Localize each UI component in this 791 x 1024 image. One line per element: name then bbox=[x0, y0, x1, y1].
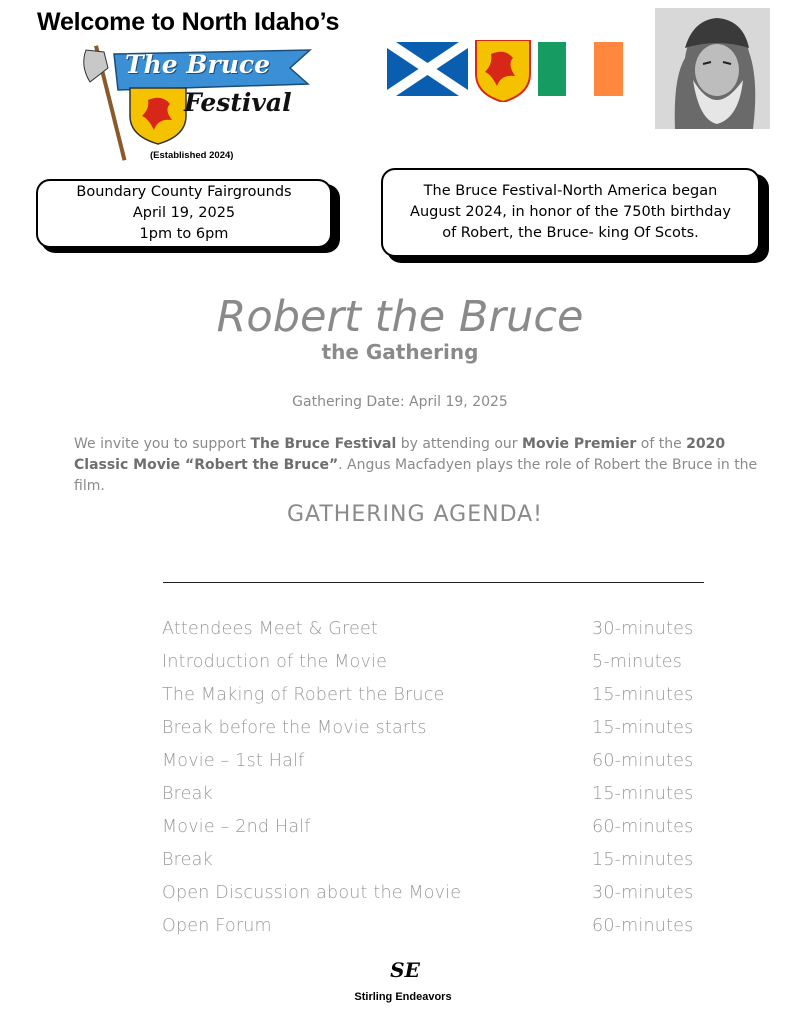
lion-rampant-shield bbox=[476, 40, 530, 102]
agenda-heading: GATHERING AGENDA! bbox=[286, 502, 544, 527]
agenda-row bbox=[162, 751, 702, 784]
agenda-item: Movie – 1st Half bbox=[162, 751, 305, 771]
history-line-2: August 2024, in honor of the 750th birthday bbox=[410, 204, 731, 220]
agenda-duration: 60-minutes bbox=[592, 817, 694, 837]
page-subtitle: the Gathering bbox=[321, 340, 479, 364]
agenda-item: Break bbox=[162, 850, 213, 870]
robert-the-bruce-portrait bbox=[655, 8, 770, 129]
gathering-date: Gathering Date: April 19, 2025 bbox=[292, 394, 508, 410]
movie-premier-bold: Movie Premier bbox=[522, 436, 637, 452]
agenda-duration: 15-minutes bbox=[592, 850, 694, 870]
logo-text-festival: Festival bbox=[184, 88, 292, 117]
invite-text-1: We invite you to support bbox=[74, 436, 251, 452]
welcome-heading: Welcome to North Idaho’s bbox=[37, 8, 340, 36]
event-date-text: April 19, 2025 bbox=[132, 205, 236, 221]
stirling-endeavors-mark: SE bbox=[390, 958, 420, 982]
page-title: Robert the Bruce bbox=[216, 292, 584, 342]
flags-group bbox=[387, 40, 623, 102]
agenda-duration: 15-minutes bbox=[592, 784, 694, 804]
agenda-item: Break before the Movie starts bbox=[162, 718, 427, 738]
agenda-row bbox=[162, 883, 702, 916]
established-label: (Established 2024) bbox=[150, 150, 234, 161]
agenda-row bbox=[162, 619, 702, 652]
festival-history-box bbox=[381, 168, 760, 257]
agenda-divider bbox=[163, 582, 704, 583]
event-details-box bbox=[36, 179, 332, 248]
history-line-3: of Robert, the Bruce- king Of Scots. bbox=[442, 225, 699, 241]
agenda-row bbox=[162, 850, 702, 883]
festival-name-bold: The Bruce Festival bbox=[250, 436, 397, 452]
agenda-duration: 5-minutes bbox=[592, 652, 683, 672]
agenda-row bbox=[162, 685, 702, 718]
agenda-row bbox=[162, 652, 702, 685]
invitation-paragraph bbox=[74, 434, 764, 497]
agenda-item: Break bbox=[162, 784, 213, 804]
invite-text-4: . Angus Macfadyen plays the role of Robert the Bruce in the film. bbox=[74, 457, 758, 494]
agenda-row bbox=[162, 817, 702, 850]
agenda-row bbox=[162, 916, 702, 949]
agenda-duration: 60-minutes bbox=[592, 751, 694, 771]
scotland-flag bbox=[387, 42, 468, 96]
agenda-duration: 15-minutes bbox=[592, 718, 694, 738]
history-line-1: The Bruce Festival-North America began bbox=[423, 183, 718, 199]
agenda-item: Movie – 2nd Half bbox=[162, 817, 311, 837]
agenda-item: Open Discussion about the Movie bbox=[162, 883, 462, 903]
footer-company-name: Stirling Endeavors bbox=[354, 991, 452, 1003]
venue-text: Boundary County Fairgrounds bbox=[76, 184, 292, 200]
agenda-item: The Making of Robert the Bruce bbox=[162, 685, 445, 705]
agenda-item: Attendees Meet & Greet bbox=[162, 619, 378, 639]
invite-text-2: by attending our bbox=[396, 436, 523, 452]
agenda-duration: 30-minutes bbox=[592, 619, 694, 639]
event-time-text: 1pm to 6pm bbox=[139, 226, 229, 242]
agenda-item: Open Forum bbox=[162, 916, 272, 936]
agenda-row bbox=[162, 784, 702, 817]
agenda-duration: 30-minutes bbox=[592, 883, 694, 903]
ireland-flag bbox=[538, 42, 623, 96]
agenda-row bbox=[162, 718, 702, 751]
invite-text-3: of the bbox=[636, 436, 687, 452]
agenda-duration: 60-minutes bbox=[592, 916, 694, 936]
agenda-duration: 15-minutes bbox=[592, 685, 694, 705]
agenda-item: Introduction of the Movie bbox=[162, 652, 388, 672]
logo-text-the-bruce: The Bruce bbox=[125, 50, 270, 79]
movie-title-bold: 2020 Classic Movie “Robert the Bruce” bbox=[74, 436, 726, 473]
